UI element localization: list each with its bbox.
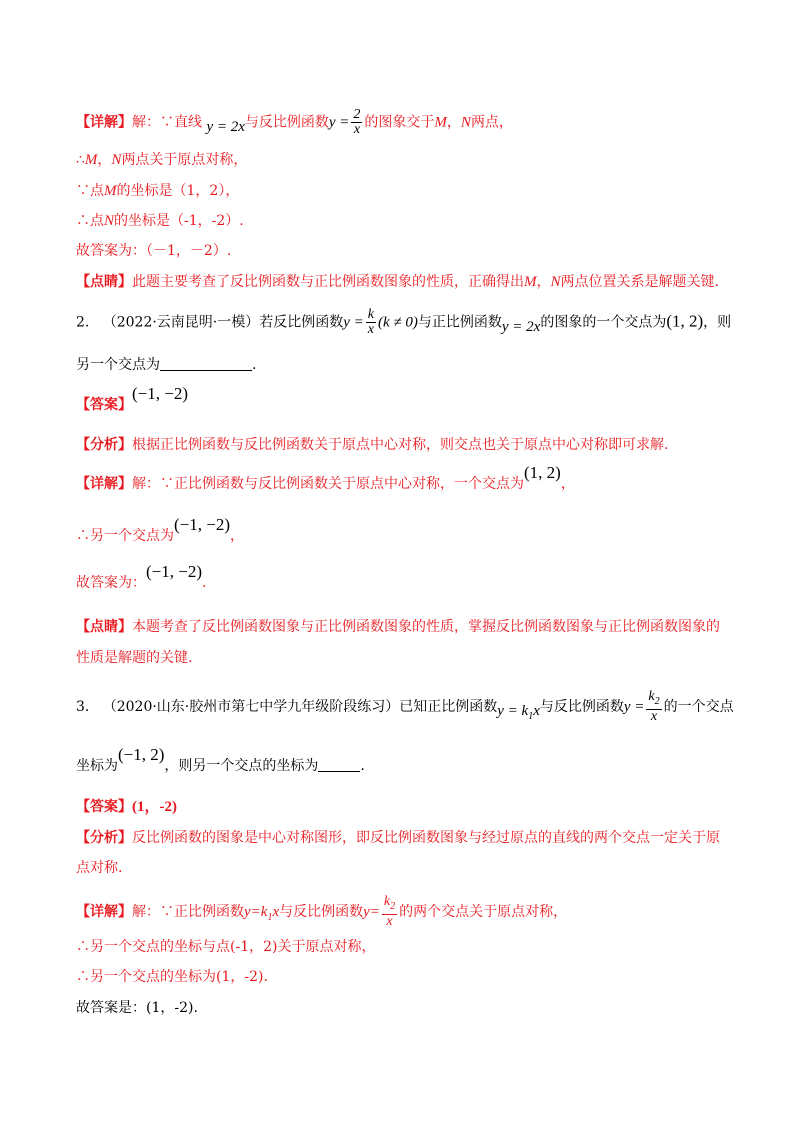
- therefore-symbol: ∴: [76, 152, 85, 168]
- q2-fraction: [366, 308, 376, 337]
- stem-text: .: [252, 357, 257, 373]
- q3-answer-text: 故答案是：(1，-2).: [76, 1000, 198, 1016]
- point-m: M: [524, 274, 537, 290]
- fraction-denominator: x: [367, 322, 374, 337]
- fraction-numerator: [646, 690, 661, 710]
- eq-subscript: 1: [528, 710, 534, 722]
- stem-text: 的图象的一个交点为: [540, 314, 667, 331]
- eq-part: x: [533, 702, 540, 719]
- question-source: （2020·山东·胶州市第七中学九年级阶段练习）已知正比例函数: [102, 698, 498, 715]
- q3-detail-eq2: y=: [363, 903, 380, 920]
- step-text: ∵点: [76, 183, 104, 199]
- point-m: M: [434, 114, 447, 131]
- q1-detail-text-b: 与反比例函数: [244, 114, 329, 131]
- separator: ，: [536, 274, 551, 290]
- analysis-text: 反比例函数的图象是中心对称图形，即反比例函数图象与经过原点的直线的两个交点一定关于原: [132, 830, 720, 846]
- q2-answer-value: (−1, −2): [132, 384, 188, 403]
- stem-text: 与正比例函数: [417, 314, 502, 331]
- stem-text: ，则: [703, 314, 732, 331]
- q1-detail-text-c: 的图象交于: [364, 114, 435, 131]
- detail-tag: 【详解】: [76, 476, 132, 492]
- q3-stem-line-2: [76, 745, 365, 776]
- step-text: 两点关于原点对称，: [121, 152, 248, 168]
- q1-detail-text-d: 两点，: [470, 114, 513, 131]
- q2-step-1: [76, 515, 244, 546]
- stem-text: ，则另一个交点的坐标为: [164, 758, 319, 774]
- answer-blank: [318, 757, 360, 772]
- q3-eq-lhs: y =: [623, 698, 645, 715]
- q2-point: (1, 2): [666, 311, 704, 331]
- point-m: M: [84, 152, 98, 168]
- q1-detail-line: [76, 108, 513, 137]
- q3-analysis-line-2: 点对称.: [76, 860, 123, 876]
- q2-comment-line-2: 性质是解题的关键.: [76, 650, 193, 666]
- q3-detail-fraction: [382, 895, 397, 929]
- q3-point: (−1, 2): [118, 745, 165, 764]
- eq-part: y = k: [497, 702, 529, 719]
- point-n: N: [460, 114, 471, 131]
- answer-text: .: [202, 575, 207, 591]
- stem-text: 坐标为: [76, 758, 118, 774]
- q2-condition: (k ≠ 0): [378, 314, 418, 331]
- stem-text: 与反比例函数: [539, 698, 624, 715]
- answer-blank: [160, 356, 252, 371]
- detail-tag: 【详解】: [76, 903, 132, 920]
- point-n: N: [550, 274, 561, 290]
- q3-answer-line: [76, 797, 177, 817]
- q3-step-1: ∴另一个交点的坐标与点(-1，2)关于原点对称，: [76, 939, 376, 955]
- fraction-numerator: [382, 895, 397, 915]
- frac-subscript: 2: [390, 900, 396, 912]
- point-n: N: [111, 152, 122, 168]
- detail-text: 解：∵正比例函数与反比例函数关于原点中心对称，一个交点为: [132, 476, 524, 492]
- q1-eq-inv-lhs: y =: [328, 114, 350, 131]
- question-number: 3.: [76, 698, 90, 715]
- q2-detail-point: (1, 2): [524, 463, 561, 482]
- q2-detail-line: [76, 463, 575, 494]
- frac-k: k: [383, 894, 391, 909]
- analysis-text: 根据正比例函数与反比例函数关于原点中心对称，则交点也关于原点中心对称即可求解.: [132, 437, 669, 453]
- q2-analysis-line: [76, 435, 668, 455]
- q3-detail-eq: [244, 903, 280, 923]
- q3-step-2: ∴另一个交点的坐标为(1，-2).: [76, 969, 268, 985]
- fraction-denominator: x: [386, 913, 393, 929]
- comment-tag: 【点睛】: [76, 619, 132, 635]
- detail-text: 的两个交点关于原点对称，: [399, 903, 568, 920]
- fraction-denominator: x: [650, 708, 658, 724]
- point-m: M: [104, 183, 117, 199]
- detail-text: 与反比例函数: [279, 903, 364, 920]
- step-text: ∴点: [76, 213, 104, 229]
- q1-comment-line: [76, 272, 719, 292]
- q2-comment-line-1: [76, 617, 720, 637]
- stem-text: .: [360, 758, 365, 774]
- answer-text: 故答案为：: [76, 575, 146, 591]
- step-text: 的坐标是（1，2），: [116, 183, 240, 199]
- q1-fraction: [351, 108, 362, 137]
- frac-k: k: [648, 689, 655, 704]
- step-text: ∴另一个交点为: [76, 528, 174, 544]
- q1-eq-line: y = 2x: [206, 118, 245, 135]
- q3-answer-value: (1，-2): [132, 799, 177, 815]
- question-source: （2022·云南昆明·一模）若反比例函数: [102, 314, 344, 331]
- detail-text: ，: [560, 476, 575, 492]
- q2-stem-line-2: [76, 355, 256, 375]
- q1-step-2: [76, 181, 239, 201]
- q2-eq-line: y = 2x: [501, 318, 541, 335]
- q2-eq-lhs: y =: [343, 314, 364, 331]
- q2-stem-line-1: [76, 308, 731, 337]
- q3-eq-line: [497, 702, 540, 722]
- step-text: 的坐标是（-1，-2）.: [114, 213, 244, 229]
- point-n: N: [104, 213, 115, 229]
- question-number: 2.: [76, 314, 90, 331]
- stem-text: 的一个交点: [663, 698, 734, 715]
- eq-subscript: 1: [267, 911, 273, 923]
- detail-tag: 【详解】: [76, 114, 132, 131]
- q2-answer-point: (−1, −2): [146, 562, 202, 581]
- stem-text: 另一个交点为: [76, 357, 160, 373]
- step-text: ，: [230, 528, 244, 544]
- fraction-denominator: x: [353, 122, 361, 137]
- detail-text: 解：∵正比例函数: [132, 903, 244, 920]
- q1-answer: 故答案为：（－1，－2）.: [76, 243, 232, 259]
- q1-detail-text-a: 解：∵直线: [132, 114, 202, 131]
- q2-answer-text-line: [76, 562, 207, 593]
- q3-fraction: [646, 690, 661, 724]
- analysis-tag: 【分析】: [76, 830, 132, 846]
- separator: ，: [446, 114, 461, 131]
- fraction-numerator: 2: [353, 107, 361, 122]
- q3-analysis-line-1: [76, 828, 720, 848]
- eq-part: y=k: [244, 903, 268, 920]
- q3-detail-line: [76, 895, 567, 929]
- comment-text: 此题主要考查了反比例函数与正比例函数图象的性质，正确得出: [132, 274, 524, 290]
- comment-tag: 【点睛】: [76, 274, 132, 290]
- answer-tag: 【答案】: [76, 397, 132, 413]
- q2-answer-line: [76, 384, 188, 415]
- answer-tag: 【答案】: [76, 799, 132, 815]
- comment-text: 本题考查了反比例函数图象与正比例函数图象的性质，掌握反比例函数图象与正比例函数图象的: [132, 619, 720, 635]
- q3-stem-line-1: [76, 690, 734, 724]
- eq-part: x: [272, 903, 280, 920]
- q2-step-point: (−1, −2): [174, 515, 230, 534]
- fraction-numerator: k: [367, 307, 374, 322]
- q1-step-1: [76, 150, 247, 170]
- frac-subscript: 2: [654, 695, 660, 707]
- analysis-tag: 【分析】: [76, 437, 132, 453]
- separator: ，: [97, 152, 112, 168]
- comment-text: 两点位置关系是解题关键.: [560, 274, 719, 290]
- q1-step-3: [76, 211, 244, 231]
